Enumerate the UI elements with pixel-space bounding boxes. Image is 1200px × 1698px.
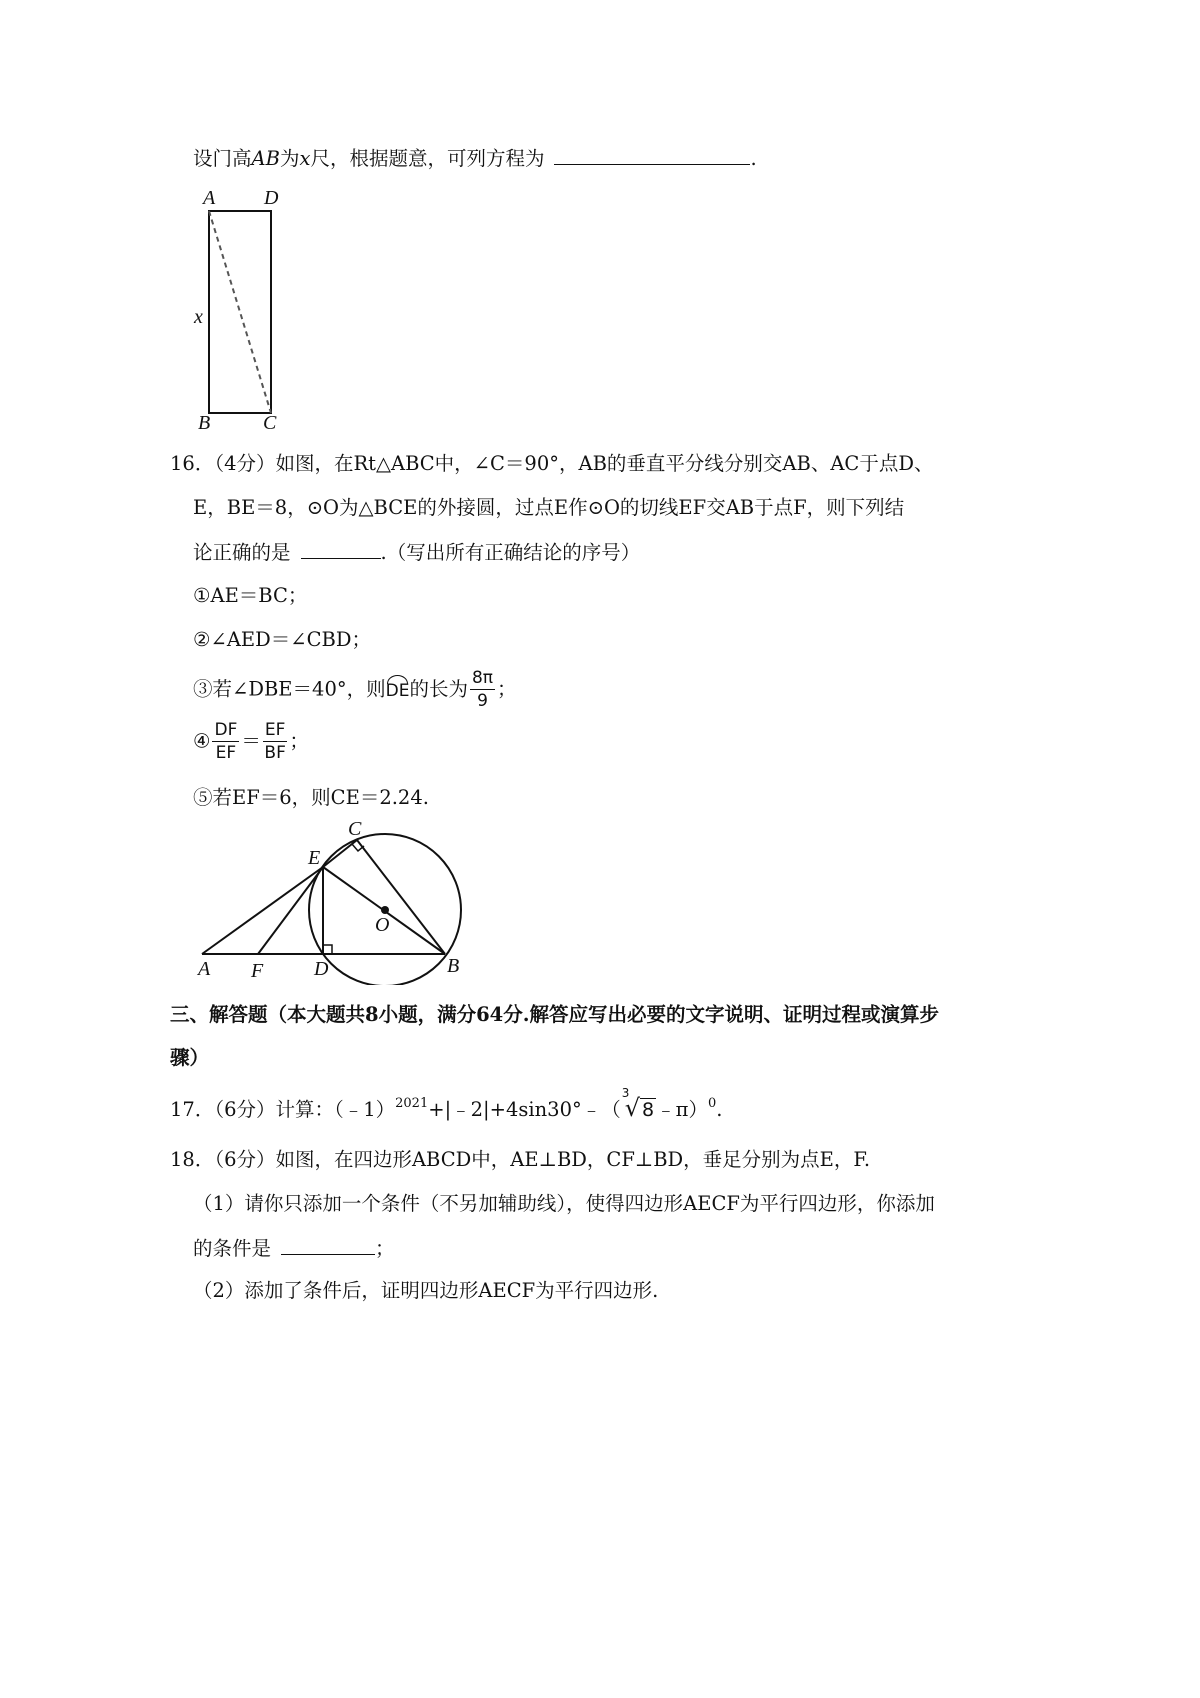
q15-answer-blank: [554, 146, 750, 165]
arc-de: DE: [386, 677, 410, 701]
label-b: B: [447, 955, 460, 977]
q15-text-pre: 设门高: [193, 147, 252, 170]
q18-line-4: （2）添加了条件后，证明四边形AECF为平行四边形.: [193, 1279, 659, 1302]
q16-opt4-eq: ＝: [241, 729, 261, 753]
q16-option-1: ①AE＝BC；: [193, 584, 308, 607]
label-f: F: [251, 960, 264, 982]
q17-line: [170, 1086, 723, 1123]
label-d: D: [264, 187, 279, 209]
frac-denominator: EF: [215, 743, 237, 763]
section-3-heading-line-2: 骤）: [170, 1046, 210, 1069]
q16-line-3: [193, 540, 640, 564]
q16-line-2: E，BE＝8，⊙O为△BCE的外接圆，过点E作⊙O的切线EF交AB于点F，则下列结: [193, 496, 905, 519]
q17-exponent-zero: 0: [707, 1096, 717, 1111]
q17-end: .: [716, 1098, 723, 1121]
label-c: C: [263, 412, 277, 433]
root-radicand: 8: [642, 1099, 655, 1121]
frac-denominator: 9: [477, 691, 488, 711]
label-a: A: [198, 958, 211, 980]
fraction-ef-bf: [263, 722, 288, 762]
q16-opt3-mid: 的长为: [409, 677, 468, 701]
q18-line-1: 18．（6分）如图，在四边形ABCD中，AE⊥BD，CF⊥BD，垂足分别为点E，F.: [170, 1148, 871, 1171]
segment-ae: [202, 867, 323, 954]
q17-exponent: 2021: [395, 1096, 429, 1111]
segment-fe: [258, 867, 323, 954]
q15-period: .: [750, 147, 757, 170]
frac-denominator: BF: [264, 743, 286, 763]
q16-line-3-pre: 论正确的是: [193, 541, 291, 564]
label-d: D: [314, 958, 329, 980]
q16-option-3: [193, 670, 517, 710]
q18-line-3: [193, 1236, 395, 1260]
q17-after-root: ﹣π）: [656, 1098, 708, 1121]
frac-numerator: 8π: [471, 668, 494, 688]
q18-line-3-post: ；: [375, 1237, 395, 1260]
q18-line-3-pre: 的条件是: [193, 1237, 272, 1260]
label-b: B: [198, 412, 211, 433]
root-index: 3: [621, 1086, 630, 1100]
q15-x: x: [299, 147, 311, 170]
fraction-8pi-9: [470, 670, 495, 710]
right-angle-mark-c: [352, 844, 364, 851]
q15-ab: AB: [251, 147, 280, 170]
q16-option-2: ②∠AED＝∠CBD；: [193, 628, 371, 651]
frac-numerator: EF: [264, 720, 286, 740]
q16-opt4-mark: ④: [193, 729, 211, 753]
label-o: O: [375, 914, 390, 936]
door-diagonal-ac: [209, 211, 271, 413]
q16-answer-blank: [301, 540, 381, 559]
q16-line-1: 16．（4分）如图，在Rt△ABC中，∠C＝90°，AB的垂直平分线分别交AB、AC于点D、: [170, 452, 934, 475]
q16-opt3-pre: ③若∠DBE＝40°，则: [193, 677, 386, 701]
radical-sign-icon: √: [624, 1094, 641, 1122]
q16-opt3-end: ；: [497, 677, 517, 701]
frac-numerator: DF: [214, 720, 238, 740]
section-3-heading-line-1: 三、解答题（本大题共8小题，满分64分.解答应写出必要的文字说明、证明过程或演算步: [170, 1003, 939, 1026]
segment-cb: [357, 840, 445, 954]
q16-line-3-post: .（写出所有正确结论的序号）: [380, 541, 641, 564]
q16-option-5: ⑤若EF＝6，则CE＝2.24.: [193, 786, 429, 809]
q17-mid: +|﹣2|+4sin30°﹣（: [428, 1098, 621, 1121]
segment-ec: [323, 840, 357, 867]
q16-circle-figure: [190, 815, 480, 985]
q16-opt4-end: ；: [289, 729, 309, 753]
right-angle-mark-d: [323, 945, 332, 954]
fraction-df-ef: [212, 722, 239, 762]
label-a: A: [203, 187, 216, 209]
q15-question-line: [193, 146, 757, 170]
cube-root-8: [621, 1086, 656, 1123]
q15-text-post: 尺，根据题意，可列方程为: [310, 147, 545, 170]
q17-pre: 17．（6分）计算：（﹣1）: [170, 1098, 396, 1121]
label-e: E: [308, 847, 321, 869]
q18-answer-blank: [281, 1236, 375, 1255]
center-point-o: [381, 906, 389, 914]
q15-door-figure: [190, 183, 300, 433]
q16-option-4: [193, 722, 309, 762]
label-x: x: [194, 306, 203, 328]
q15-text-mid: 为: [279, 147, 300, 170]
q18-line-2: （1）请你只添加一个条件（不另加辅助线），使得四边形AECF为平行四边形，你添加: [193, 1192, 935, 1215]
label-c: C: [348, 818, 362, 840]
